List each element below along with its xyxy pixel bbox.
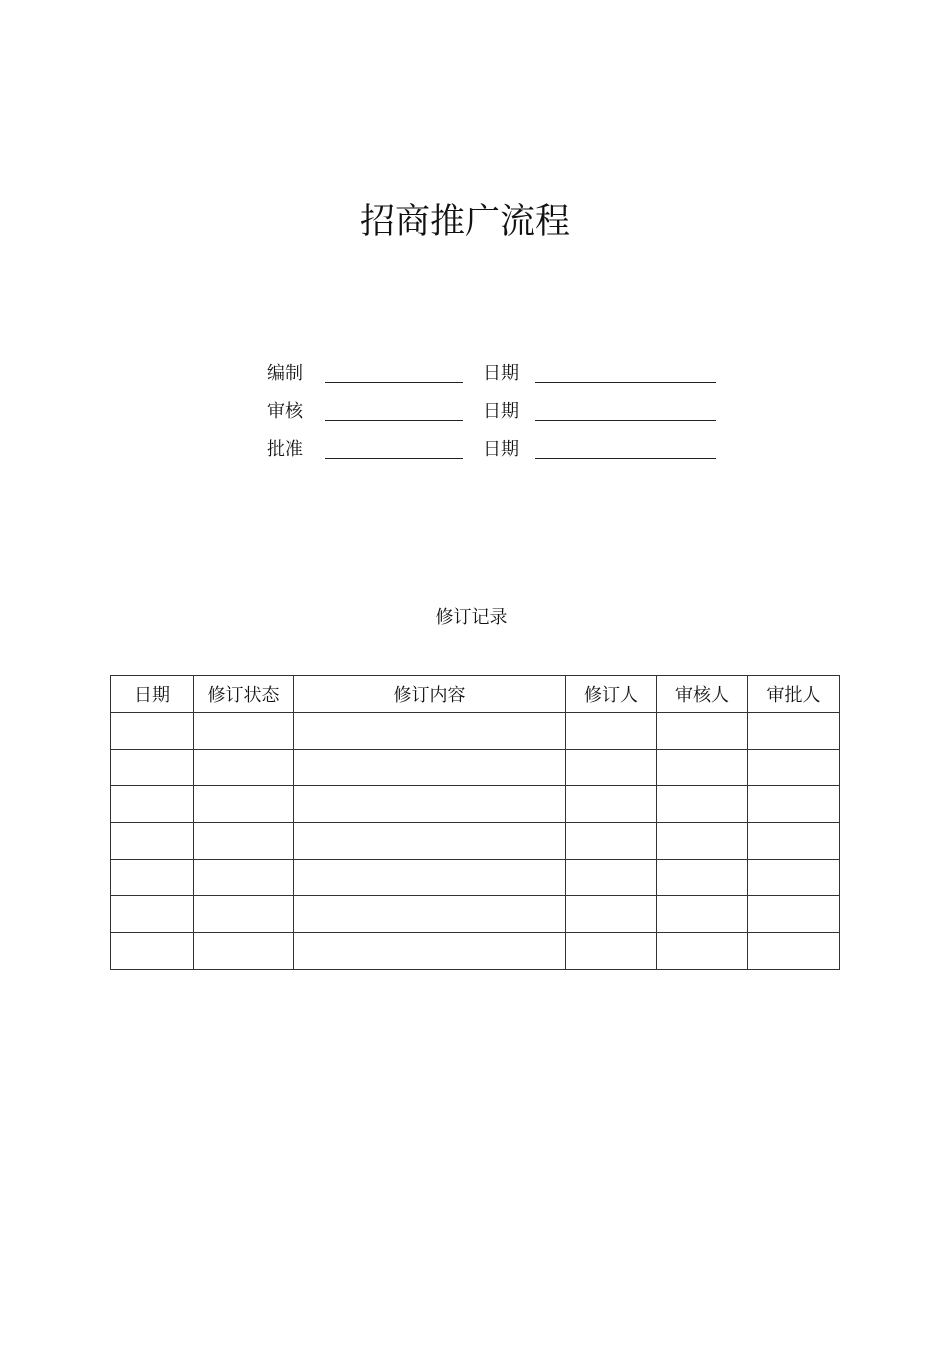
table-cell[interactable]: [566, 823, 657, 860]
revision-header-row: [111, 676, 840, 713]
table-cell[interactable]: [194, 859, 294, 896]
table-cell[interactable]: [294, 749, 566, 786]
table-row: [111, 896, 840, 933]
signoff-role-label: 审核: [267, 401, 303, 422]
table-cell[interactable]: [194, 749, 294, 786]
table-row: [111, 933, 840, 970]
table-cell[interactable]: [748, 823, 840, 860]
table-cell[interactable]: [294, 786, 566, 823]
table-cell[interactable]: [111, 933, 194, 970]
table-cell[interactable]: [194, 713, 294, 750]
table-cell[interactable]: [566, 749, 657, 786]
table-cell[interactable]: [111, 749, 194, 786]
table-cell[interactable]: [294, 823, 566, 860]
table-cell[interactable]: [748, 786, 840, 823]
table-cell[interactable]: [748, 859, 840, 896]
table-row: [111, 823, 840, 860]
table-cell[interactable]: [657, 933, 748, 970]
table-cell[interactable]: [748, 749, 840, 786]
signoff-date-line[interactable]: [535, 458, 716, 459]
table-row: [111, 749, 840, 786]
signoff-date-label: 日期: [483, 363, 519, 384]
table-cell[interactable]: [194, 933, 294, 970]
table-cell[interactable]: [657, 859, 748, 896]
revision-heading: 修订记录: [435, 607, 508, 628]
signoff-date-label: 日期: [483, 401, 519, 422]
signoff-block: [267, 359, 727, 473]
table-cell[interactable]: [657, 749, 748, 786]
signoff-date-line[interactable]: [535, 420, 716, 421]
table-cell[interactable]: [194, 786, 294, 823]
table-cell[interactable]: [657, 823, 748, 860]
table-cell[interactable]: [294, 933, 566, 970]
column-header-date: 日期: [111, 676, 194, 713]
signoff-role-line[interactable]: [325, 382, 463, 383]
table-cell[interactable]: [111, 713, 194, 750]
column-header-reviser: 修订人: [566, 676, 657, 713]
signoff-role-label: 编制: [267, 363, 303, 384]
table-cell[interactable]: [294, 859, 566, 896]
column-header-content: 修订内容: [294, 676, 566, 713]
column-header-approver: 审批人: [748, 676, 840, 713]
table-cell[interactable]: [566, 859, 657, 896]
table-cell[interactable]: [657, 786, 748, 823]
table-cell[interactable]: [657, 713, 748, 750]
signoff-date-label: 日期: [483, 439, 519, 460]
table-cell[interactable]: [748, 713, 840, 750]
table-row: [111, 859, 840, 896]
table-cell[interactable]: [657, 896, 748, 933]
document-title: 招商推广流程: [359, 202, 570, 242]
signoff-role-label: 批准: [267, 439, 303, 460]
signoff-role-line[interactable]: [325, 458, 463, 459]
table-cell[interactable]: [748, 896, 840, 933]
signoff-role-line[interactable]: [325, 420, 463, 421]
signoff-row-reviewed: [267, 397, 727, 435]
revision-table: [110, 675, 840, 970]
signoff-row-approved: [267, 435, 727, 473]
table-cell[interactable]: [294, 896, 566, 933]
table-cell[interactable]: [111, 823, 194, 860]
table-cell[interactable]: [748, 933, 840, 970]
table-cell[interactable]: [566, 896, 657, 933]
table-cell[interactable]: [111, 786, 194, 823]
column-header-status: 修订状态: [194, 676, 294, 713]
column-header-reviewer: 审核人: [657, 676, 748, 713]
signoff-row-prepared: [267, 359, 727, 397]
table-row: [111, 713, 840, 750]
table-cell[interactable]: [294, 713, 566, 750]
table-cell[interactable]: [111, 859, 194, 896]
table-cell[interactable]: [194, 823, 294, 860]
table-cell[interactable]: [111, 896, 194, 933]
table-row: [111, 786, 840, 823]
signoff-date-line[interactable]: [535, 382, 716, 383]
table-cell[interactable]: [194, 896, 294, 933]
table-cell[interactable]: [566, 713, 657, 750]
table-cell[interactable]: [566, 933, 657, 970]
table-cell[interactable]: [566, 786, 657, 823]
